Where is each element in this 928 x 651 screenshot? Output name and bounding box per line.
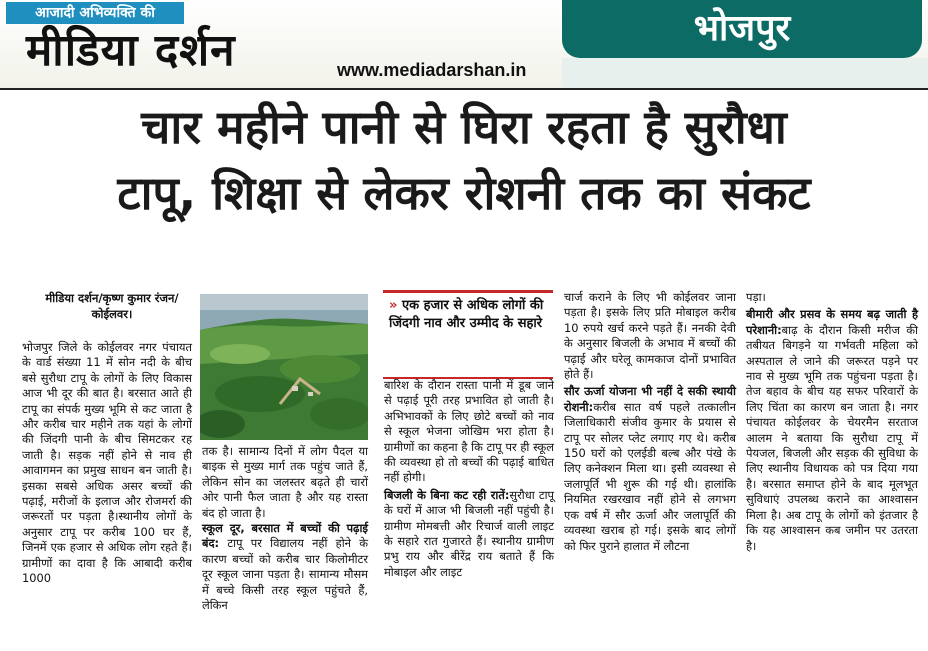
paragraph: तक है। सामान्य दिनों में लोग पैदल या बाइक से मुख्य मार्ग तक पहुंच जाते हैं, लेकिन सोन का जलस्तर बढ़ते ही चारों ओर पानी फैल जाता है और यह रास्ता बंद हो जाता है। <box>202 444 368 520</box>
article-column-3 <box>384 378 554 580</box>
island-photo <box>200 294 368 440</box>
quote-mark-icon: » <box>389 298 402 313</box>
paragraph: बाढ़ के दौरान किसी मरीज की तबीयत बिगड़ने या गर्भवती महिला को अस्पताल ले जाने की जरूरत पड़ने पर नाव से मुख्य भूमि तक पहुंचना पड़ता है। तेज बहाव के बीच यह सफर परिवारों के लिए चिंता का कारण बन जाता है। नगर पंचायत कोईलवर के चेयरमैन सरताज आलम ने बताया कि सुरौधा टापू में पेयजल, बिजली और सड़क की सुविधा के लिए स्थानीय विधायक को पत्र दिया गया है। बरसात समाप्त होने के बाद मूलभूत सुविधाएं उपलब्ध कराने का आश्वासन मिला है। अब टापू के लोगों को इंतजार है कि यह आश्वासन कब जमीन पर उतरता है। <box>746 322 918 553</box>
article-column-1 <box>22 340 192 587</box>
region-label: भोजपुर <box>562 0 922 58</box>
region-strip <box>562 58 928 88</box>
subheading: सौर ऊर्जा योजना भी नहीं दे सकी स्थायी रोशनी: <box>564 384 736 414</box>
masthead <box>0 0 928 90</box>
tagline: आजादी अभिव्यक्ति की <box>6 2 184 24</box>
paragraph: भोजपुर जिले के कोईलवर नगर पंचायत के वार्ड संख्या 11 में सोन नदी के बीच बसे सुरौधा टापू के लोगों के लिए विकास आज भी दूर की बात है। बरसात आते ही टापू का संपर्क मुख्य भूमि से कट जाता है और करीब चार महीने तक यहां के लोगों की जिंदगी पानी के बीच सिमटकर रह जाती है। सड़क नहीं होने से नाव ही आवागमन का प्रमुख साधन बन जाती है। इसका सबसे अधिक असर बच्चों की पढ़ाई, मरीजों के इलाज और रोजमर्रा की जरूरतों पर पड़ता है।स्थानीय लोगों के अनुसार टापू पर करीब 100 घर हैं, जिनमें एक हजार से अधिक लोग रहते हैं। ग्रामीणों का दावा है कि आबादी करीब 1000 <box>22 340 192 586</box>
website-link[interactable]: www.mediadarshan.in <box>337 60 527 80</box>
paragraph: पड़ा। <box>746 290 766 304</box>
paragraph: बारिश के दौरान रास्ता पानी में डूब जाने से पढ़ाई पूरी तरह प्रभावित हो जाती है। अभिभावकों के लिए छोटे बच्चों को नाव से स्कूल भेजना जोखिम भरा होता है। ग्रामीणों का कहना है कि टापू पर ही स्कूल की व्यवस्था हो तो बच्चों की पढ़ाई बाधित नहीं होगी। <box>384 378 554 485</box>
headline-line-1: चार महीने पानी से घिरा रहता है सुरौधा <box>141 100 787 154</box>
byline-line-1: मीडिया दर्शन/कृष्ण कुमार रंजन/ <box>45 291 179 305</box>
subheading: स्कूल दूर, बरसात में बच्चों की पढ़ाई बंद: <box>202 521 368 551</box>
article-column-5 <box>746 290 918 554</box>
article-column-2 <box>202 444 368 613</box>
subheading: बिजली के बिना कट रही रातें: <box>384 487 510 502</box>
pull-quote: एक हजार से अधिक लोगों की जिंदगी नाव और उम्मीद के सहारे <box>389 298 544 331</box>
headline <box>20 100 908 220</box>
aerial-island-image <box>200 294 368 440</box>
headline-line-2: टापू, शिक्षा से लेकर रोशनी तक का संकट <box>117 166 811 220</box>
subheading: बीमारी और प्रसव के समय बढ़ जाती है परेशानी: <box>746 307 918 337</box>
byline <box>28 290 196 322</box>
brand-name: मीडिया दर्शन <box>26 25 236 76</box>
paragraph: सुरौधा टापू के घरों में आज भी बिजली नहीं पहुंची है। ग्रामीण मोमबत्ती और रिचार्ज वाली लाइट के सहारे रात गुजारते हैं। स्थानीय ग्रामीण प्रभु राय और बीरेंद्र राय बताते हैं कि मोबाइल और लाइट <box>384 487 554 579</box>
article-column-4 <box>564 290 736 554</box>
pull-quote-box <box>383 290 553 379</box>
paragraph: टापू पर विद्यालय नहीं होने के कारण बच्चों को करीब चार किलोमीटर दूर स्कूल जाना पड़ता है। सामान्य मौसम में बच्चे किसी तरह स्कूल पहुंचते हैं, लेकिन <box>202 536 368 613</box>
paragraph: चार्ज कराने के लिए भी कोईलवर जाना पड़ता है। इसके लिए प्रति मोबाइल करीब 10 रुपये खर्च करने पड़ते हैं। ननकी देवी के अनुसार बिजली के अभाव में बच्चों की पढ़ाई और घरेलू कामकाज दोनों प्रभावित होते हैं। <box>564 290 736 382</box>
byline-line-2: कोईलवर। <box>91 307 133 321</box>
paragraph: करीब सात वर्ष पहले तत्कालीन जिलाधिकारी संजीव कुमार के प्रयास से टापू पर सोलर प्लेट लगाए गए थे। करीब 150 घरों को एलईडी बल्ब और पंखे के लिए कनेक्शन मिला था। इसी व्यवस्था से जलापूर्ति भी शुरू की गई थी। हालांकि नियमित रखरखाव नहीं होने से लगभग एक वर्ष में सौर ऊर्जा और जलापूर्ति की व्यवस्था खराब हो गई। इसके बाद लोगों को फिर पुराने हालात में लौटना <box>564 399 736 553</box>
